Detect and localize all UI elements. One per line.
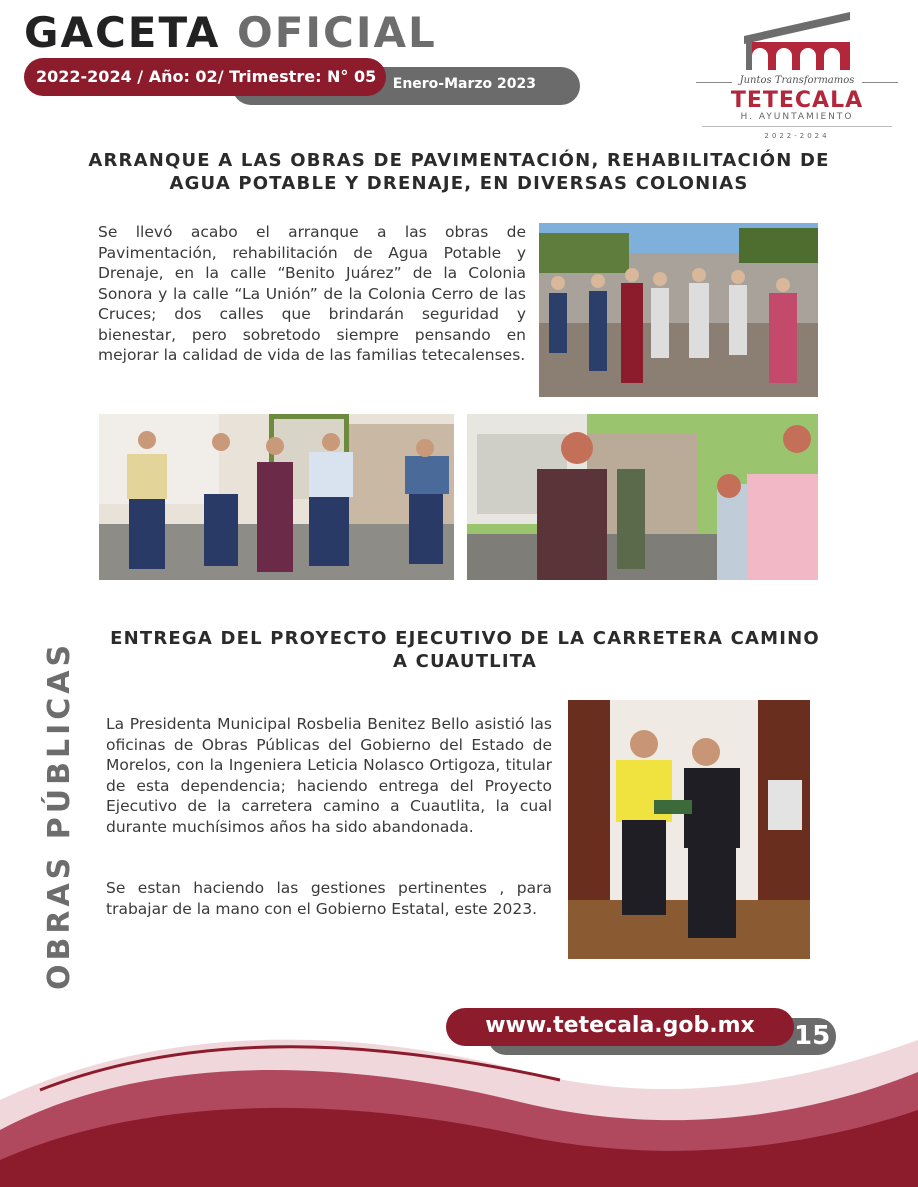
logo-slogan: Juntos Transformamos [692,75,902,86]
page-number: 15 [794,1021,831,1051]
photo-handshake [467,414,818,580]
photo-officials-street [99,414,454,580]
publication-title [24,8,437,57]
issue-banner: 2022-2024 / Año: 02/ Trimestre: N° 05 [24,58,386,96]
logo-divider [702,126,892,127]
photo-group-street [539,223,818,397]
period-text: Enero-Marzo 2023 [392,76,536,92]
arches-icon [692,8,902,72]
logo-brand: TETECALA [730,88,864,113]
logo-subtitle: H. AYUNTAMIENTO [740,112,854,122]
website-link[interactable]: www.tetecala.gob.mx [446,1008,794,1046]
section-label: OBRAS PÚBLICAS [42,640,77,990]
article2-body: La Presidenta Municipal Rosbelia Benitez Bello asistió las oficinas de Obras Públicas del Gobierno del Estado de Morelos, con la Ingeniera Leticia Nolasco Ortigoza, titular de esta dependencia; haciendo entrega del Proyecto Ejecutivo de la carretera camino a Cuautlita, la cual durante muchísimos años ha sido abandonada. [106,715,552,836]
tetecala-logo [692,8,902,143]
article1-headline: ARRANQUE A LAS OBRAS DE PAVIMENTACIÓN, REHABILITACIÓN DE AGUA POTABLE Y DRENAJE, EN DIVERSAS COLONIAS [88,150,830,194]
article2-body-followup: Se estan haciendo las gestiones pertinentes , para trabajar de la mano con el Gobierno Estatal, este 2023. [106,879,552,918]
title-word-gaceta: GACETA [24,8,221,57]
logo-years: 2022-2024 [764,132,830,140]
title-word-oficial: OFICIAL [237,8,437,57]
article2-headline: ENTREGA DEL PROYECTO EJECUTIVO DE LA CARRETERA CAMINO A CUAUTLITA [110,628,820,672]
photo-project-delivery [568,700,810,959]
article1-body: Se llevó acabo el arranque a las obras de Pavimentación, rehabilitación de Agua Potable y Drenaje, en la calle “Benito Juárez” de la Colonia Sonora y la calle “La Unión” de la Colonia Cerro de las Cruces; dos calles que brindarán seguridad y bienestar, pero sobretodo siempre pensando en mejorar la calidad de vida de las familias tetecalenses. [98,223,526,364]
